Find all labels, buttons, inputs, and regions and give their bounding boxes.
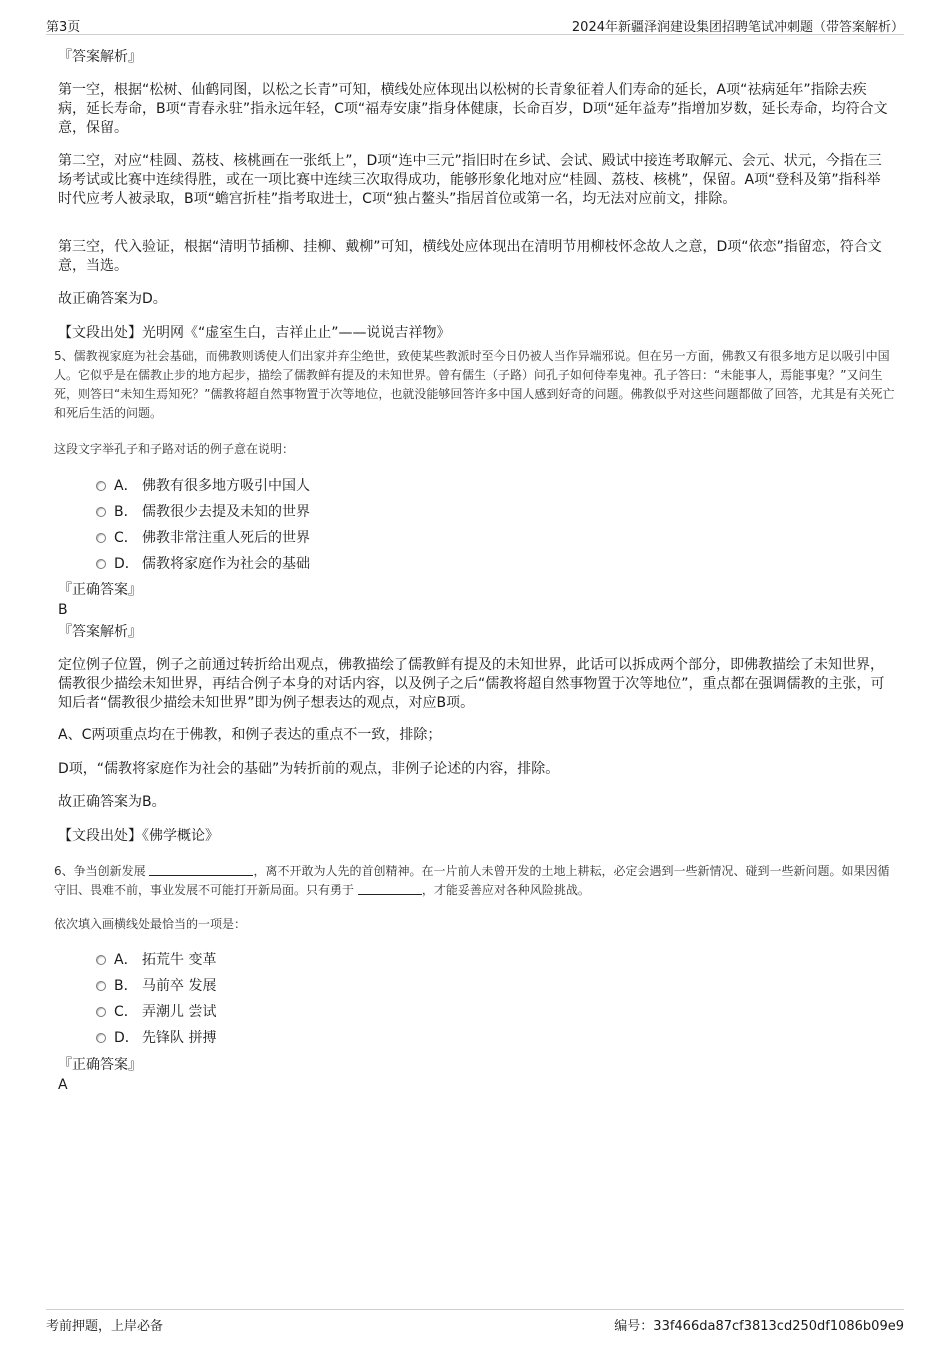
- radio-icon[interactable]: [96, 533, 106, 543]
- q5-source: 【文段出处】《佛学概论》: [58, 828, 219, 844]
- q5-answer: B: [58, 602, 68, 618]
- q4-source: 【文段出处】光明网《“虚室生白，吉祥止止”——说说吉祥物》: [58, 325, 451, 341]
- q4-conclusion: 故正确答案为D。: [58, 291, 167, 307]
- page-footer: [46, 1309, 904, 1334]
- q5-option-c[interactable]: C． 佛教非常注重人死后的世界: [96, 528, 310, 548]
- q5-option-b[interactable]: B． 儒教很少去提及未知的世界: [96, 502, 310, 522]
- radio-icon[interactable]: [96, 481, 106, 491]
- q5-question: 这段文字举孔子和子路对话的例子意在说明：: [54, 442, 295, 456]
- q5-option-d[interactable]: D． 儒教将家庭作为社会的基础: [96, 554, 310, 574]
- q5-option-a[interactable]: A． 佛教有很多地方吸引中国人: [96, 476, 310, 496]
- radio-icon[interactable]: [96, 981, 106, 991]
- q5-analysis-paragraph-3: D项，“儒教将家庭作为社会的基础”为转折前的观点，非例子论述的内容，排除。: [58, 761, 560, 777]
- radio-icon[interactable]: [96, 1033, 106, 1043]
- q6-option-c[interactable]: C． 弄潮儿 尝试: [96, 1002, 216, 1022]
- page-number: 第3页: [46, 20, 81, 35]
- q5-analysis-paragraph-1: 定位例子位置，例子之前通过转折给出观点，佛教描绘了儒教鲜有提及的未知世界，此话可以拆成两个部分，即佛教描绘了未知世界，儒教很少描绘未知世界，再结合例子本身的对话内容，以及例子之后“儒教将超自然事物置于次等地位”，重点都在强调儒教的主张，可知后者“儒教很少描绘未知世界”即为例子想表达的观点，对应B项。: [58, 657, 885, 711]
- q6-option-a[interactable]: A． 拓荒牛 变革: [96, 950, 216, 970]
- q5-analysis-label: 『答案解析』: [58, 624, 142, 640]
- q6-answer-label: 『正确答案』: [58, 1057, 142, 1073]
- blank-2: [358, 894, 422, 895]
- q5-answer-label: 『正确答案』: [58, 582, 142, 598]
- q5-stem: 5、儒教视家庭为社会基础，而佛教则诱使人们出家并弃尘绝世，致使某些教派时至今日仍被人当作异端邪说。但在另一方面，佛教又有很多地方足以吸引中国人。它似乎是在儒教止步的地方起步，描绘了儒教鲜有提及的未知世界。曾有儒生（子路）问孔子如何侍奉鬼神。孔子答曰：“未能事人，焉能事鬼？”又问生死，则答曰“未知生焉知死？”儒教将超自然事物置于次等地位，也就没能够回答许多中国人感到好奇的问题。佛教似乎对这些问题都做了回答，尤其是有关死亡和死后生活的问题。: [54, 349, 895, 420]
- page-header: [46, 14, 904, 35]
- q6-option-b[interactable]: B． 马前卒 发展: [96, 976, 216, 996]
- q6-question: 依次填入画横线处最恰当的一项是：: [54, 917, 247, 931]
- radio-icon[interactable]: [96, 955, 106, 965]
- q6-option-d[interactable]: D． 先锋队 拼搏: [96, 1028, 216, 1048]
- q5-analysis-paragraph-2: A、C两项重点均在于佛教，和例子表达的重点不一致，排除；: [58, 727, 442, 743]
- q4-analysis-label: 『答案解析』: [58, 49, 142, 65]
- radio-icon[interactable]: [96, 1007, 106, 1017]
- document-id: 编号：33f466da87cf3813cd250df1086b09e9: [614, 1319, 904, 1334]
- q4-analysis-paragraph-1: 第一空，根据“松树、仙鹤同图，以松之长青”可知，横线处应体现出以松树的长青象征着人们寿命的延长，A项“祛病延年”指除去疾病，延长寿命，B项“青春永驻”指永远年轻，C项“福寿安康”指身体健康，长命百岁，D项“延年益寿”指增加岁数，延长寿命，均符合文意，保留。: [58, 82, 888, 136]
- radio-icon[interactable]: [96, 507, 106, 517]
- footer-slogan: 考前押题，上岸必备: [46, 1319, 164, 1334]
- q6-answer: A: [58, 1077, 68, 1093]
- q5-conclusion: 故正确答案为B。: [58, 794, 166, 810]
- radio-icon[interactable]: [96, 559, 106, 569]
- q6-stem: 6、争当创新发展 ，离不开敢为人先的首创精神。在一片前人未曾开发的土地上耕耘，必定会遇到一些新情况、碰到一些新问题。如果因循守旧、畏难不前，事业发展不可能打开新局面。只有勇于 ，才能妥善应对各种风险挑战。: [54, 864, 890, 897]
- document-title: 2024年新疆泽润建设集团招聘笔试冲刺题（带答案解析）: [571, 20, 904, 35]
- blank-1: [149, 875, 253, 876]
- q4-analysis-paragraph-3: 第三空，代入验证，根据“清明节插柳、挂柳、戴柳”可知，横线处应体现出在清明节用柳枝怀念故人之意，D项“依恋”指留恋，符合文意，当选。: [58, 239, 882, 274]
- q4-analysis-paragraph-2: 第二空，对应“桂圆、荔枝、核桃画在一张纸上”，D项“连中三元”指旧时在乡试、会试、殿试中接连考取解元、会元、状元，今指在三场考试或比赛中连续得胜，或在一项比赛中连续三次取得成功，能够形象化地对应“桂圆、荔枝、核桃”，保留。A项“登科及第”指科举时代应考人被录取，B项“蟾宫折桂”指考取进士，C项“独占鳌头”指居首位或第一名，均无法对应前文，排除。: [58, 153, 882, 207]
